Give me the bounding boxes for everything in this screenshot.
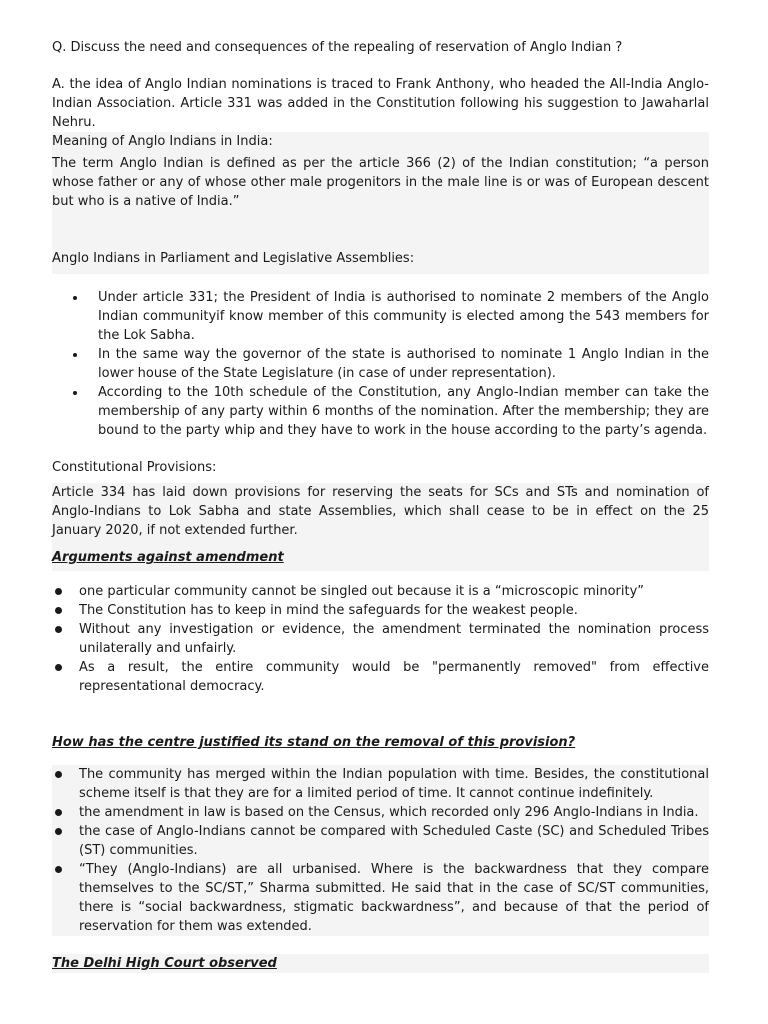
answer-text: A. the idea of Anglo Indian nominations is traced to Frank Anthony, who headed the All-India Anglo-Indian Association. Article 331 was added in the Constitution following his suggestion to Jawaharlal Nehru.	[52, 77, 709, 130]
list-item: “They (Anglo-Indians) are all urbanised. Where is the backwardness that they compare themselves to the SC/ST,” Sharma submitted. He said that in the case of SC/ST communities, there is “social backwardness, stigmatic backwardness”, and because of that the period of reservation for them was extended.	[52, 860, 709, 936]
document-page	[52, 38, 709, 973]
court-heading: The Delhi High Court observed	[52, 954, 709, 973]
question-text: Q. Discuss the need and consequences of the repealing of reservation of Anglo Indian ?	[52, 40, 623, 55]
meaning-heading: Meaning of Anglo Indians in India:	[52, 134, 273, 149]
parliament-heading: Anglo Indians in Parliament and Legislative Assemblies:	[52, 251, 415, 266]
list-item: The Constitution has to keep in mind the safeguards for the weakest people.	[52, 601, 709, 620]
constitutional-heading: Constitutional Provisions:	[52, 460, 217, 475]
list-item: the amendment in law is based on the Census, which recorded only 296 Anglo-Indians in India.	[52, 803, 709, 822]
list-item: In the same way the governor of the state is authorised to nominate 1 Anglo Indian in the lower house of the State Legislature (in case of under representation).	[52, 345, 709, 383]
list-item: one particular community cannot be singled out because it is a “microscopic minority”	[52, 582, 709, 601]
list-item: Under article 331; the President of India is authorised to nominate 2 members of the Anglo Indian communityif know member of this community is elected among the 543 members for the Lok Sabha.	[52, 288, 709, 345]
centre-list	[52, 765, 709, 936]
meaning-text: The term Anglo Indian is defined as per the article 366 (2) of the Indian constitution; “a person whose father or any of whose other male progenitors in the male line is or was of European descent but who is a native of India.”	[52, 156, 709, 209]
list-item: The community has merged within the Indian population with time. Besides, the constitutional scheme itself is that they are for a limited period of time. It cannot continue indefinitely.	[52, 765, 709, 803]
list-item: As a result, the entire community would be "permanently removed" from effective representational democracy.	[52, 658, 709, 696]
constitutional-section	[52, 483, 709, 571]
list-item: Without any investigation or evidence, the amendment terminated the nomination process unilaterally and unfairly.	[52, 620, 709, 658]
against-list	[52, 582, 709, 696]
constitutional-text: Article 334 has laid down provisions for reserving the seats for SCs and STs and nomination of Anglo-Indians to Lok Sabha and state Assemblies, which shall cease to be in effect on the 25 January 2020, if not extended further.	[52, 485, 709, 538]
parliament-list	[52, 288, 709, 440]
list-item: According to the 10th schedule of the Constitution, any Anglo-Indian member can take the membership of any party within 6 months of the nomination. After the membership; they are bound to the party whip and they have to work in the house according to the party’s agenda.	[52, 383, 709, 440]
meaning-section	[52, 132, 709, 274]
against-heading: Arguments against amendment	[52, 550, 284, 565]
list-item: the case of Anglo-Indians cannot be compared with Scheduled Caste (SC) and Scheduled Tribes (ST) communities.	[52, 822, 709, 860]
centre-heading: How has the centre justified its stand on the removal of this provision?	[52, 735, 576, 750]
